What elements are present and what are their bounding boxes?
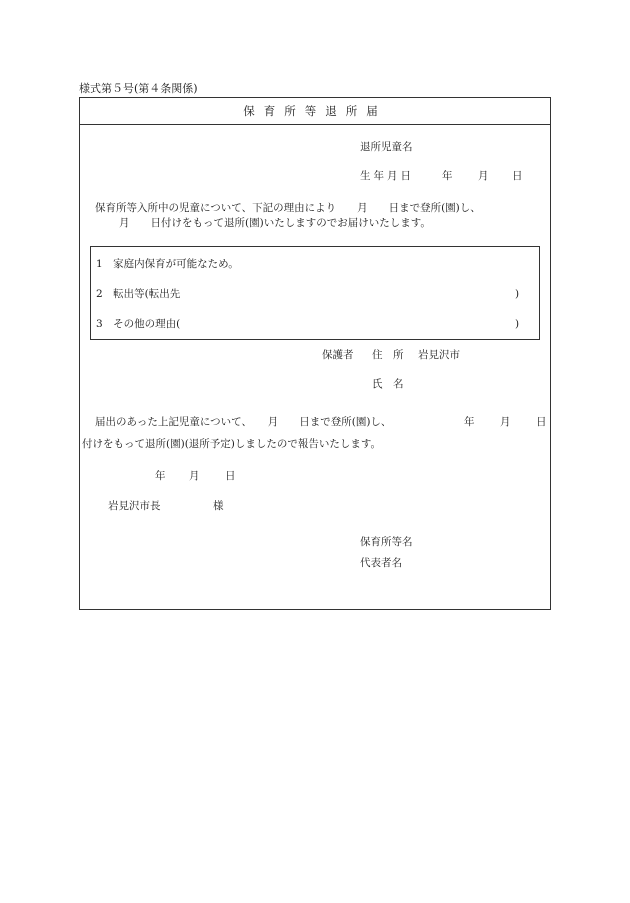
date-day-unit: 日 xyxy=(225,470,236,482)
guardian-name-label: 氏 名 xyxy=(372,378,404,390)
birth-month-unit: 月 xyxy=(478,170,489,182)
request-text-line2: 月 日付けをもって退所(園)いたしますのでお届けいたします。 xyxy=(119,217,431,229)
report-text-line1: 届出のあった上記児童について、 月 日まで登所(園)し、 xyxy=(95,416,392,428)
birth-year-unit: 年 xyxy=(442,170,453,182)
birth-day-unit: 日 xyxy=(512,170,523,182)
report-day-unit: 日 xyxy=(536,416,547,428)
reason-item-2: 2 転出等(転出先 xyxy=(96,288,181,300)
form-number-label: 様式第５号(第４条関係) xyxy=(79,82,198,95)
reason-item-1: 1 家庭内保育が可能なため。 xyxy=(96,258,239,270)
reason-item-3-close: ) xyxy=(515,318,520,330)
report-month-unit: 月 xyxy=(500,416,511,428)
title-divider xyxy=(79,124,551,125)
request-text-line1: 保育所等入所中の児童について、下記の理由により 月 日まで登所(園)し、 xyxy=(95,202,481,214)
address-value: 岩見沢市 xyxy=(418,349,460,361)
child-name-label: 退所児童名 xyxy=(360,141,413,153)
addressee-mayor: 岩見沢市長 xyxy=(108,500,161,512)
reason-item-2-close: ) xyxy=(515,288,520,300)
date-year-unit: 年 xyxy=(155,470,166,482)
date-month-unit: 月 xyxy=(189,470,200,482)
address-label: 住 所 xyxy=(372,349,404,361)
birthdate-label: 生年月日 xyxy=(360,170,414,182)
facility-name-label: 保育所等名 xyxy=(360,536,413,548)
reason-item-3: 3 その他の理由( xyxy=(96,318,181,330)
form-title: 保育所等退所届 xyxy=(243,104,387,118)
report-text-line2: 付けをもって退所(園)(退所予定)しましたので報告いたします。 xyxy=(82,438,382,450)
representative-name-label: 代表者名 xyxy=(360,557,402,569)
guardian-label: 保護者 xyxy=(322,349,354,361)
report-year-unit: 年 xyxy=(464,416,475,428)
addressee-honorific: 様 xyxy=(213,500,224,512)
